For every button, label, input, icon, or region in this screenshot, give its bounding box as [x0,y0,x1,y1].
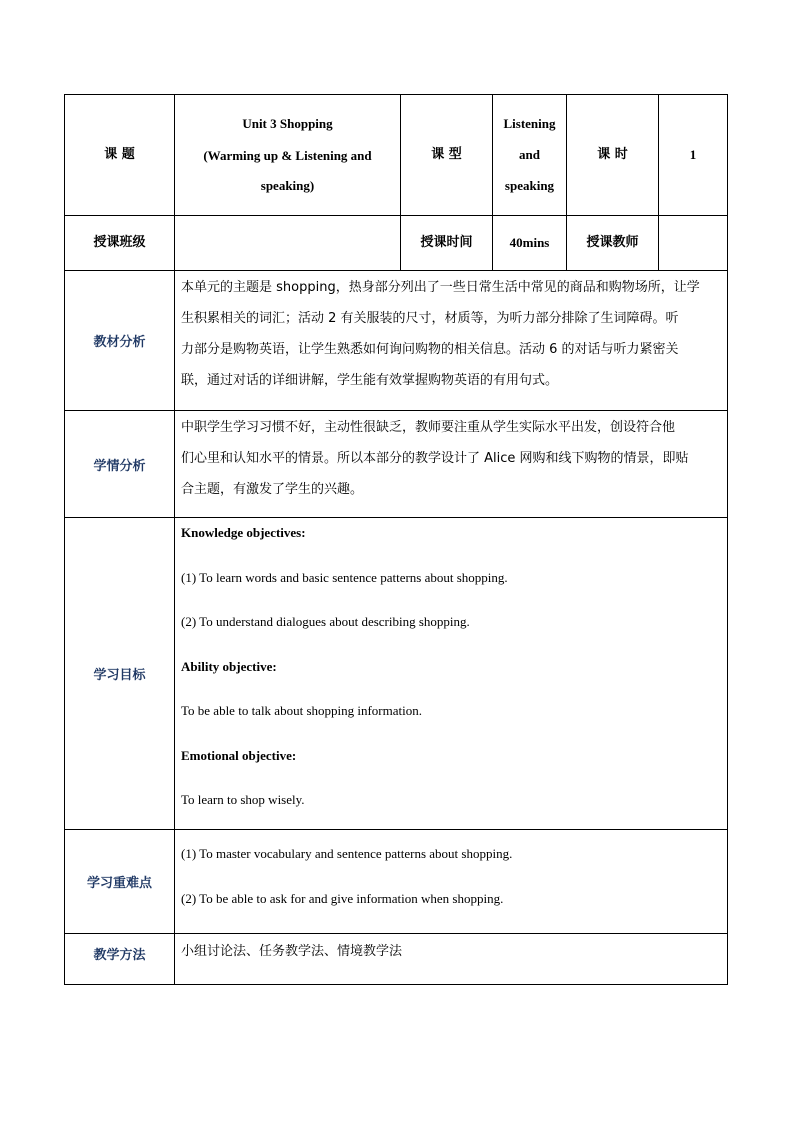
material-analysis-row [65,271,728,411]
ability-objective-title: Ability objective: [181,658,277,674]
ability-objective-1: To be able to talk about shopping information. [181,703,422,718]
course-title-label: 课 题 [65,95,175,216]
class-value [175,216,401,271]
learner-line: 合主题，有激发了学生的兴趣。 [181,482,364,497]
time-value: 40mins [493,216,567,271]
learner-line: 们心里和认知水平的情景。所以本部分的教学设计了 Alice 网购和线下购物的情景，即贴 [181,451,689,466]
class-label: 授课班级 [65,216,175,271]
lesson-plan-table [64,94,728,985]
emotional-objective-title: Emotional objective: [181,747,297,763]
teaching-methods-row [65,934,728,985]
lesson-type-line1: Listening [503,116,556,131]
key-points-text [175,830,728,934]
course-title-line3: speaking) [260,178,315,193]
material-line: 本单元的主题是 shopping，热身部分列出了一些日常生活中常见的商品和购物场所，让学 [181,280,700,295]
header-row [65,95,728,216]
learner-analysis-label: 学情分析 [65,411,175,518]
key-points-row [65,830,728,934]
key-points-label: 学习重难点 [65,830,175,934]
teaching-methods-text: 小组讨论法、任务教学法、情境教学法 [175,934,728,985]
class-info-row [65,216,728,271]
knowledge-objectives-title: Knowledge objectives: [181,525,306,540]
lesson-type-line2: and [519,147,540,162]
material-analysis-text [175,271,728,411]
learning-objectives-text [175,518,728,830]
learning-objectives-row [65,518,728,830]
key-point-2: (2) To be able to ask for and give information when shopping. [181,890,504,906]
knowledge-objective-2: (2) To understand dialogues about describing shopping. [181,614,470,629]
lesson-type-label: 课 型 [401,95,493,216]
key-point-1: (1) To master vocabulary and sentence patterns about shopping. [181,846,513,861]
material-analysis-label: 教材分析 [65,271,175,411]
teaching-methods-label: 教学方法 [65,934,175,985]
course-title-line1: Unit 3 Shopping [242,116,333,131]
teacher-value [659,216,728,271]
teacher-label: 授课教师 [567,216,659,271]
lesson-type-cell [493,95,567,216]
learning-objectives-label: 学习目标 [65,518,175,830]
material-line: 联，通过对话的详细讲解，学生能有效掌握购物英语的有用句式。 [181,373,559,388]
material-line: 力部分是购物英语，让学生熟悉如何询问购物的相关信息。活动 6 的对话与听力紧密关 [181,342,679,357]
course-title-line2: (Warming up & Listening and [203,148,372,163]
lesson-type-line3: speaking [504,178,555,193]
knowledge-objective-1: (1) To learn words and basic sentence patterns about shopping. [181,569,508,585]
learner-analysis-text [175,411,728,518]
course-title-cell [175,95,401,216]
learner-line: 中职学生学习习惯不好，主动性很缺乏，教师要注重从学生实际水平出发，创设符合他 [181,420,676,435]
material-line: 生积累相关的词汇；活动 2 有关服装的尺寸，材质等，为听力部分排除了生词障碍。听 [181,311,679,326]
time-label: 授课时间 [401,216,493,271]
learner-analysis-row [65,411,728,518]
emotional-objective-1: To learn to shop wisely. [181,792,305,807]
class-hours-value: 1 [659,95,728,216]
class-hours-label: 课 时 [567,95,659,216]
